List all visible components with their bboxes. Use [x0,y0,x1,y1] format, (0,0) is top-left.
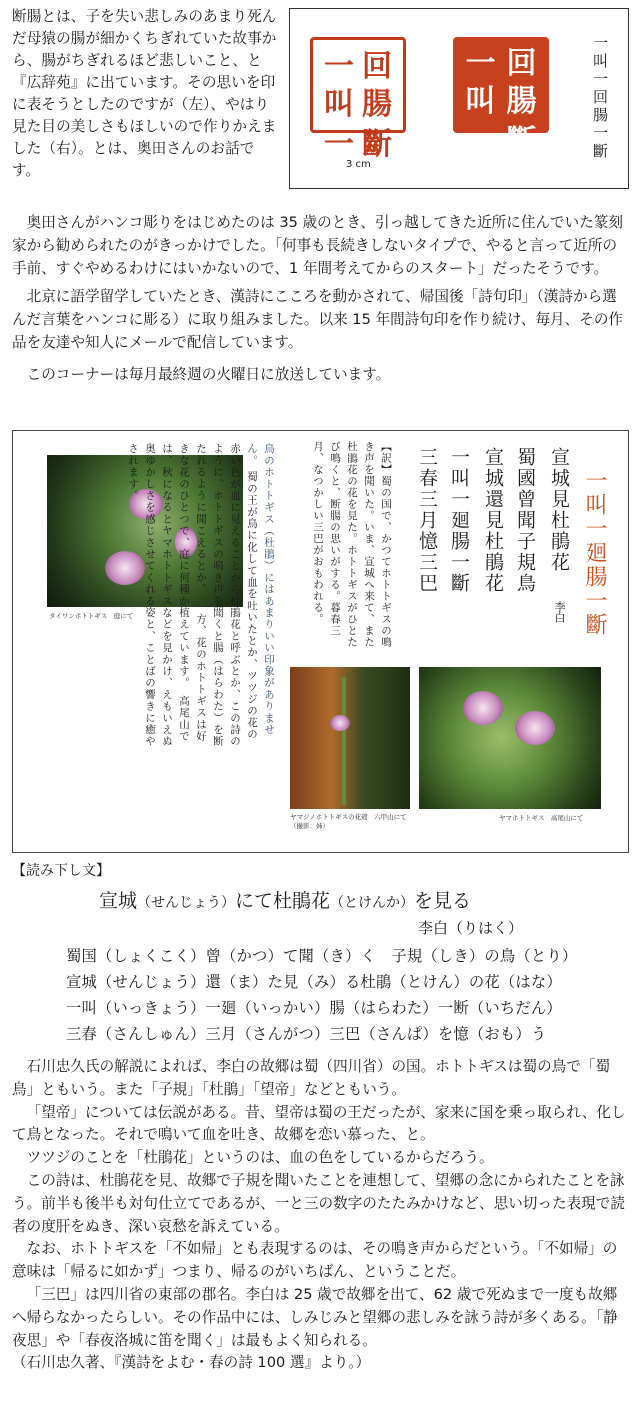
commentary-lead: 鳥のホトトギス（杜鵑）にはあまりいい印象がありません。 [246,443,275,736]
seal-char: 一 [324,127,354,162]
paragraph: 北京に語学留学していたとき、漢詩にこころを動かされて、帰国後「詩句印」（漢詩から選んだ言葉をハンコに彫る）に取り組みました。以来 15 年間詩句印を作り続け、毎月、その作品を友達や知人にメールで配信しています。 [12,288,624,351]
body-paragraph: 「三巴」は四川省の東部の郡名。李白は 25 歳で故郷を出て、62 歳で死ぬまで一度も故郷へ帰らなかったらしい。その作品中には、しみじみと望郷の悲しみを詠う詩が多くある。「静夜思」や「春夜洛城に笛を聞く」は最もよく知られる。 [12,1285,618,1349]
seal-caption: 一叫一回腸一斷 [591,35,609,161]
yomikudashi-line: 宣城（せんじょう）還（ま）た見（み）る杜鵑（とけん）の花（はな） [66,973,562,991]
seal-char: 一叫 [324,49,354,122]
body-paragraph: この詩は、杜鵑花を見、故郷で子規を聞いたことを連想して、望郷の念にかられたことを詠う。前半も後半も対句仕立てであるが、一と三の数字のたたみかけなど、思い切った表現で読者の度肝をぬき、深い哀愁を訴えている。 [12,1171,625,1235]
yomikudashi-line: 蜀国（しょくこく）曾（かつ）て聞（き）く 子規（しき）の鳥（とり） [66,947,578,965]
seal-comparison-box [289,8,629,189]
body-paragraph: ツツジのことを「杜鵑花」というのは、血の色をしているからだろう。 [26,1149,494,1167]
title-ruby: （とけんか） [330,895,415,911]
seal-original [310,37,406,162]
commentary-body: 蜀の王が鳥に化して血を吐いたとか、ツツジの花の赤い色が血に見えることから杜鵑花と呼ぶとか、この詩のように、ホトトギスの鳴き声を聞くと腸（はらわた）を断たれるように聞こえるとか。 一方、花のホトトギスは好きな花のひとつで、庭に何種か植えています。 高尾山では、秋になるとヤマホトトギスなどを見かけ、えもいえぬ奥ゆかしさを感じさせてくれる姿と、ことばの響きに癒やされます。 [127,443,258,748]
poem-line: 宣城見杜鵑花 [548,447,570,573]
body-paragraph: 石川忠久氏の解説によれば、李白の故郷は蜀（四川省）の国。ホトトギスは蜀の鳥で「蜀鳥」ともいう。また「子規」「杜鵑」「望帝」などともいう。 [12,1058,611,1098]
yomikudashi-line: 一叫（いっきょう）一廻（いっかい）腸（はらわた）一断（いちだん） [66,999,562,1017]
title-text: 宣城 [99,890,138,912]
seal-remade [453,37,549,159]
commentary-body-text [12,1056,628,1375]
seal-char: 一 [465,124,496,159]
yomikudashi-heading: 【読み下し文】 [12,863,110,879]
source-citation: （石川忠久著、『漢詩をよむ・春の詩 100 選』より。） [12,1354,371,1372]
poem-line: 三春三月憶三巴 [416,447,438,594]
scale-label: 3 cm [346,159,371,170]
photo-caption: ヤマホトトギス 高尾山にて [499,814,584,822]
body-paragraph: 「望帝」については伝説がある。昔、望帝は蜀の王だったが、家来に国を乗っ取られ、化して鳥となった。それで鳴いて血を吐き、故郷を恋い慕った、と。 [12,1103,626,1144]
yomikudashi-author: 李白（りはく） [418,919,524,937]
seal-char: 回腸 [362,49,392,122]
intro-text: 断腸とは、子を失い悲しみのあまり死んだ母猿の腸が細かくちぎれていた故事から、腸がちぎれるほど悲しいこと、と『広辞苑』に出ています。その思いを印に表そうとしたのですが（左）、やはり見た目の美しさもほしいので作りかえました（右）。とは、奥田さんのお話です。 [12,8,277,179]
seal-char: 回腸 [506,46,537,119]
photo-caption: ヤマジノホトトギスの花殻 六甲山にて（撮影：姉） [290,813,407,830]
title-text: を見る [414,890,472,912]
photo-yama-hototogisu [419,667,601,809]
yomikudashi-line: 三春（さんしゅん）三月（さんがつ）三巴（さんぱ）を憶（おも）う [66,1025,547,1043]
poem-line: 蜀國曾聞子規鳥 [514,447,536,594]
poem-title: 一叫一廻腸一斷 [582,469,607,637]
photo-yamajino-hototogisu [290,667,410,809]
seal-char: 斷 [362,127,392,162]
poem-line: 一叫一廻腸一斷 [448,447,470,594]
title-text: にて杜鵑花 [235,890,331,912]
poem-commentary [87,443,277,749]
poem-author: 李白 [553,601,566,623]
title-ruby: （せんじょう） [137,895,236,911]
seal-char: 一叫 [465,46,496,119]
photo-caption: タイワンホトトギス 庭にて [49,612,134,620]
poem-panel [12,430,629,853]
poem-translation: 【訳】蜀の国で、かつてホトトギスの鳴き声を聞いた。いま、宣城へ来て、また杜鵑花の花を見た。ホトトギスがひとたび鳴くと、断腸の思いがする。暮春三月、なつかしい三巴がおもわれる。 [312,441,392,648]
paragraph: 奥田さんがハンコ彫りをはじめたのは 35 歳のとき、引っ越してきた近所に住んでいた篆刻家から勧められたのがきっかけでした。「何事も長続きしないタイプで、やると言って近所の手前、すぐやめるわけにはいかないので、1 年間考えてからのスタート」だったそうです。 [12,214,624,277]
seal-char: 斷 [506,124,537,159]
body-paragraph: なお、ホトトギスを「不如帰」とも表現するのは、その鳴き声からだという。「不如帰」の意味は「帰るに如かず」つまり、帰るのがいちばん、ということだ。 [12,1240,618,1281]
poem-line: 宣城還見杜鵑花 [482,447,504,594]
paragraph: このコーナーは毎月最終週の火曜日に放送しています。 [26,366,391,383]
yomikudashi-title [99,886,471,913]
